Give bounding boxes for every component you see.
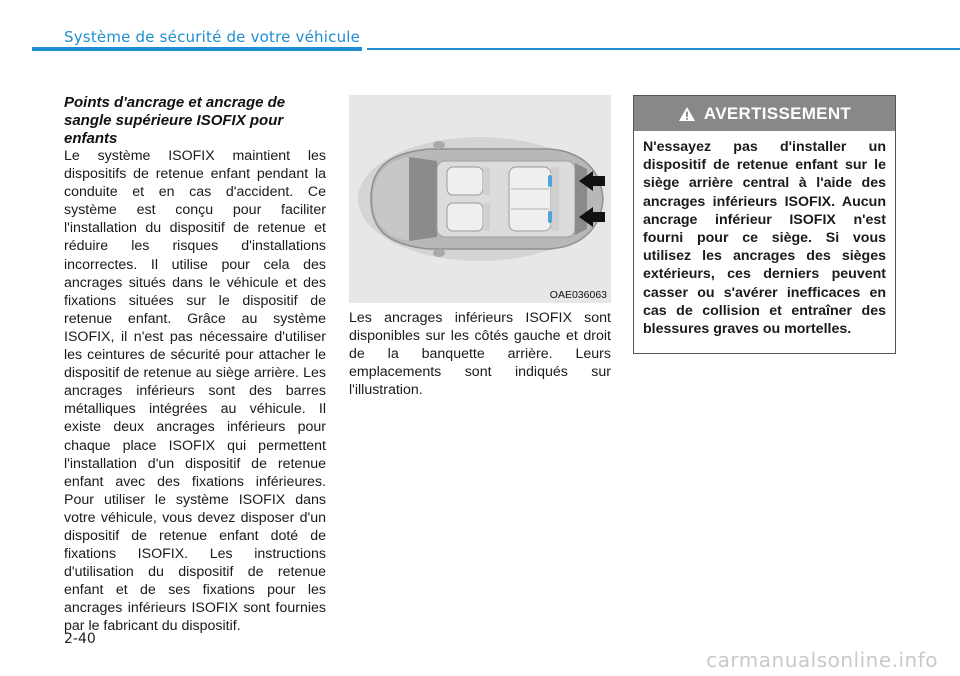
warning-triangle-icon — [678, 106, 696, 122]
warning-box — [633, 95, 896, 354]
body-text-left: Le système ISOFIX maintient les dispositifs de retenue enfant pendant la conduite et en cas d'accident. Ce système est conçu pour faciliter l'installation du dispositif de retenue et réduire les risques d'installations incorrectes. Il utilise pour cela des ancrages situés dans le véhicule et des fixations situées sur le dispositif de retenue enfant. Grâce au système ISOFIX, il n'est pas nécessaire d'utiliser les ceintures de sécurité pour attacher le dispositif de retenue au siège arrière. Les ancrages inférieurs sont des barres métalliques intégrées au véhicule. Il existe deux ancrages inférieurs pour chaque place ISOFIX qui permettent l'installation d'un dispositif de retenue enfant avec des fixations inférieures. Pour utiliser le système ISOFIX dans votre véhicule, vous devez disposer d'un dispositif de retenue enfant doté de fixations ISOFIX. Les instructions d'utilisation du dispositif de retenue enfant et de ses fixations pour les ancrages inférieurs ISOFIX sont fournies par le fabricant du dispositif. — [64, 148, 326, 635]
section-heading: Points d'ancrage et ancrage de sangle supérieure ISOFIX pour enfants — [64, 94, 286, 147]
figure-code: OAE036063 — [549, 289, 607, 301]
page-number: 2-40 — [64, 631, 96, 647]
section-title: Système de sécurité de votre véhicule — [64, 28, 361, 46]
body-text-middle: Les ancrages inférieurs ISOFIX sont disponibles sur les côtés gauche et droit de la banquette arrière. Leurs emplacements sont indiqués sur l'illustration. — [349, 310, 611, 399]
warning-header — [634, 96, 895, 131]
watermark: carmanualsonline.info — [706, 648, 938, 672]
car-illustration — [349, 95, 611, 303]
warning-text: N'essayez pas d'installer un dispositif de retenue enfant sur le siège arrière central à l'aide des ancrages inférieurs ISOFIX. Aucun ancrage inférieur ISOFIX n'est fourni pour ce siège. Si vous utilisez les ancrages des sièges extérieurs, ces derniers peuvent casser ou s'avérer inefficaces en cas de collision et entraîner des blessures graves ou mortelles. — [643, 139, 886, 338]
warning-title: AVERTISSEMENT — [703, 103, 852, 123]
header-rule-thin — [367, 48, 960, 50]
header-rule — [32, 47, 362, 51]
car-top-view-icon — [349, 95, 611, 303]
